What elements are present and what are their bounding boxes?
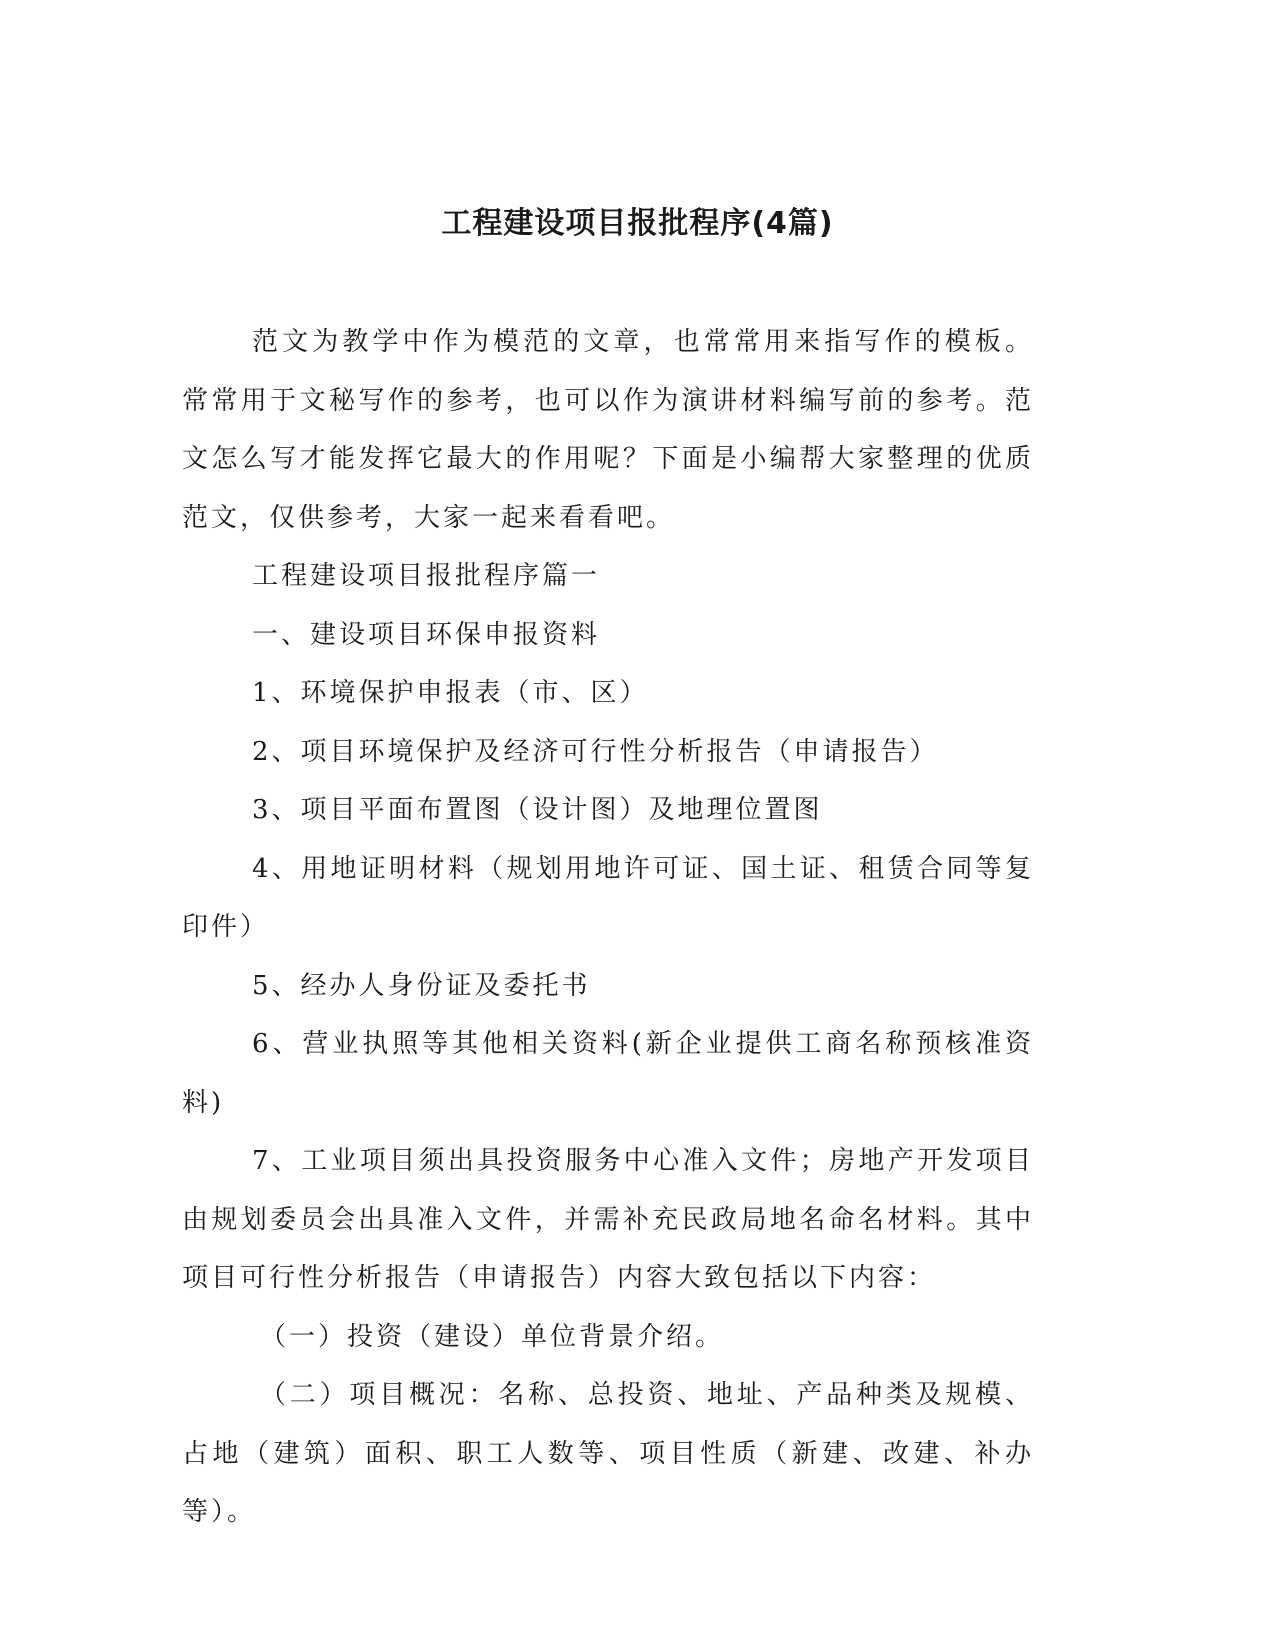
list-item: 3、项目平面布置图（设计图）及地理位置图 (252, 795, 823, 825)
sub-list-item: （二）项目概况：名称、总投资、地址、产品种类及规模、占地（建筑）面积、职工人数等、项目性质（新建、改建、补办等）。 (182, 1380, 1034, 1527)
document-body (182, 313, 1034, 1542)
document-title: 工程建设项目报批程序(4篇) (441, 206, 834, 241)
list-item: 6、营业执照等其他相关资料(新企业提供工商名称预核准资料) (182, 1029, 1034, 1118)
list-item: 1、环境保护申报表（市、区） (252, 678, 649, 708)
list-item: 7、工业项目须出具投资服务中心准入文件；房地产开发项目由规划委员会出具准入文件，并需补充民政局地名命名材料。其中项目可行性分析报告（申请报告）内容大致包括以下内容： (182, 1146, 1034, 1293)
subsection-heading: 一、建设项目环保申报资料 (252, 619, 601, 650)
sub-list-item: （一）投资（建设）单位背景介绍。 (260, 1321, 725, 1352)
intro-paragraph: 范文为教学中作为模范的文章，也常常用来指写作的模板。常常用于文秘写作的参考，也可以作为演讲材料编写前的参考。范文怎么写才能发挥它最大的作用呢？下面是小编帮大家整理的优质范文，仅供参考，大家一起来看看吧。 (182, 327, 1034, 533)
list-item: 4、用地证明材料（规划用地许可证、国土证、租赁合同等复印件） (182, 853, 1034, 942)
list-item: 5、经办人身份证及委托书 (252, 970, 591, 1001)
section-heading: 工程建设项目报批程序篇一 (252, 561, 601, 591)
list-item: 2、项目环境保护及经济可行性分析报告（申请报告） (252, 736, 939, 767)
